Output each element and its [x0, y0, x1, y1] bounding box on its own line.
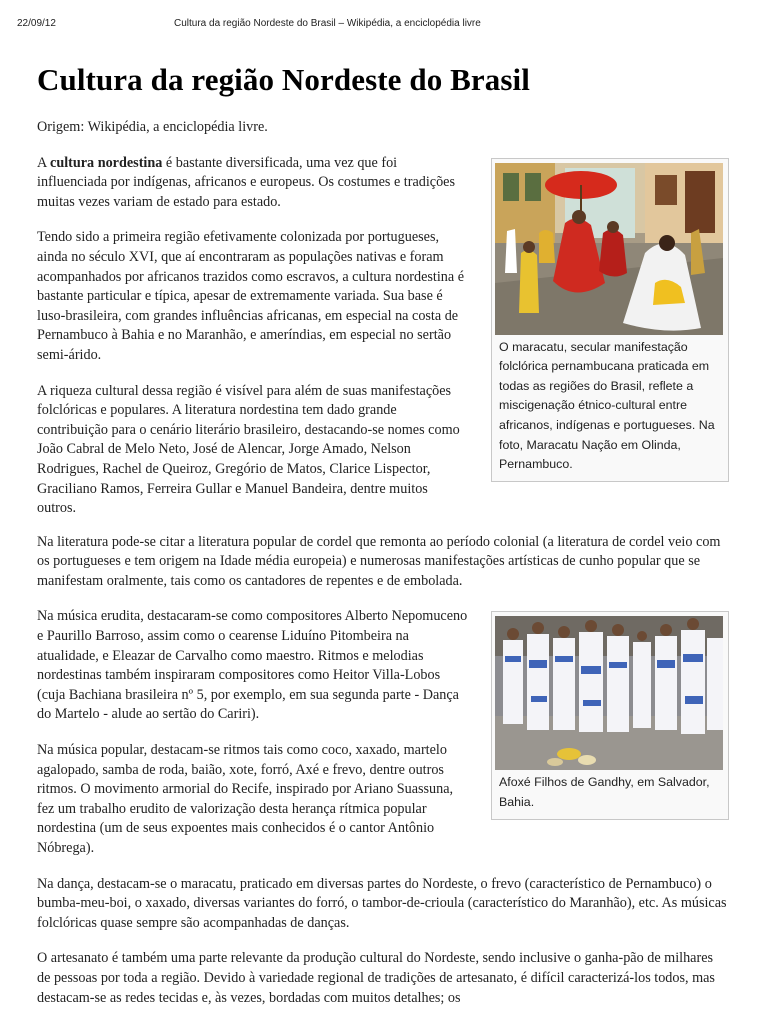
article-paragraph-1: A cultura nordestina é bastante diversificada, uma vez que foi influenciada por indígenas, africanos e europeus. Os costumes e tradições muitas vezes variam de estado para estado. — [37, 154, 455, 210]
print-date: 22/09/12 — [17, 18, 56, 29]
article-paragraph-5: Na música erudita, destacaram-se como compositores Alberto Nepomuceno e Paurillo Barroso, assim como o cearense Liduíno Pitombeira na atualidade, e Eleazar de Carvalho como maestro. Ritmos e melodias nordestinas também inspiraram compositores como Heitor Villa-Lobos (cuja Bachiana brasileira nº 5, por exemplo, em sua segunda parte - Dança do Martelo - alude ao sertão do Cariri). — [37, 608, 468, 723]
afoxe-photo[interactable] — [495, 616, 723, 770]
article-paragraph-4: Na literatura pode-se citar a literatura popular de cordel que remonta ao período colonial (a literatura de cordel veio com os portugueses e tem origem na Idade média europeia) e numerosas manifestações artísticas de cunho popular que se manifestam oralmente, tais como os cantadores de repentes e de embolada. — [37, 533, 721, 589]
print-header — [0, 0, 768, 40]
article-paragraph-6: Na música popular, destacam-se ritmos tais como coco, xaxado, martelo agalopado, samba de roda, baião, xote, forró, Axé e frevo, dentre outros ritmos. O movimento armorial do Recife, inspirado por Ariano Suassuna, fez um trabalho erudito de valorização desta herança rítmica popular nordestina (um de seus expoentes mais conhecidos é o cantor Antônio Nóbrega). — [37, 742, 454, 856]
article-content — [37, 62, 729, 1024]
print-page-title: Cultura da região Nordeste do Brasil – Wikipédia, a enciclopédia livre — [174, 18, 481, 29]
figure-caption-maracatu: O maracatu, secular manifestação folclórica pernambucana praticada em todas as regiões do Brasil, reflete a miscigenação étnico-cultural entre africanos, indígenas e portugueses. Na foto, Maracatu Nação em Olinda, Pernambuco. — [499, 339, 715, 472]
article-origin: Origem: Wikipédia, a enciclopédia livre. — [37, 119, 268, 135]
article-paragraph-2: Tendo sido a primeira região efetivamente colonizada por portugueses, ainda no século XVI, que aí encontraram as populações nativas e foram acompanhados por africanos trazidos como escravos, a cultura nordestina é bastante particular e típica, apesar de extremamente variada. Sua base é luso-brasileira, com grandes influências africanas, em especial na costa de Pernambuco à Bahia e no Maranhão, e ameríndias, em especial no sertão semi-árido. — [37, 229, 465, 363]
article-paragraph-7: Na dança, destacam-se o maracatu, praticado em diversas partes do Nordeste, o frevo (característico de Pernambuco) o bumba-meu-boi, o xaxado, diversas variantes do forró, o tambor-de-crioula (característico do Maranhão), etc. As músicas folclóricas quase sempre são acompanhadas de danças. — [37, 875, 727, 931]
article-title: Cultura da região Nordeste do Brasil — [37, 62, 530, 97]
maracatu-photo[interactable] — [495, 163, 723, 335]
article-paragraph-3: A riqueza cultural dessa região é visível para além de suas manifestações folclóricas e populares. A literatura nordestina tem dado grande contribuição para o cenário literário brasileiro, destacando-se nomes como João Cabral de Melo Neto, José de Alencar, Jorge Amado, Nelson Rodrigues, Rachel de Queiroz, Gregório de Matos, Clarice Lispector, Graciliano Ramos, Ferreira Gullar e Manuel Bandeira, dentre muitos outros. — [37, 382, 460, 517]
article-paragraph-8: O artesanato é também uma parte relevante da produção cultural do Nordeste, sendo inclusive o ganha-pão de milhares de pessoas por toda a região. Devido à variedade regional de tradições de artesanato, é difícil caracterizá-los todos, mas destacam-se as redes tecidas e, às vezes, bordadas com muitos detalhes; os — [37, 950, 715, 1006]
figure-caption-afoxe: Afoxé Filhos de Gandhy, em Salvador, Bahia. — [499, 775, 710, 810]
bold-term-cultura-nordestina: cultura nordestina — [50, 154, 163, 171]
figure-afoxe — [491, 611, 729, 819]
figure-maracatu — [491, 158, 729, 482]
